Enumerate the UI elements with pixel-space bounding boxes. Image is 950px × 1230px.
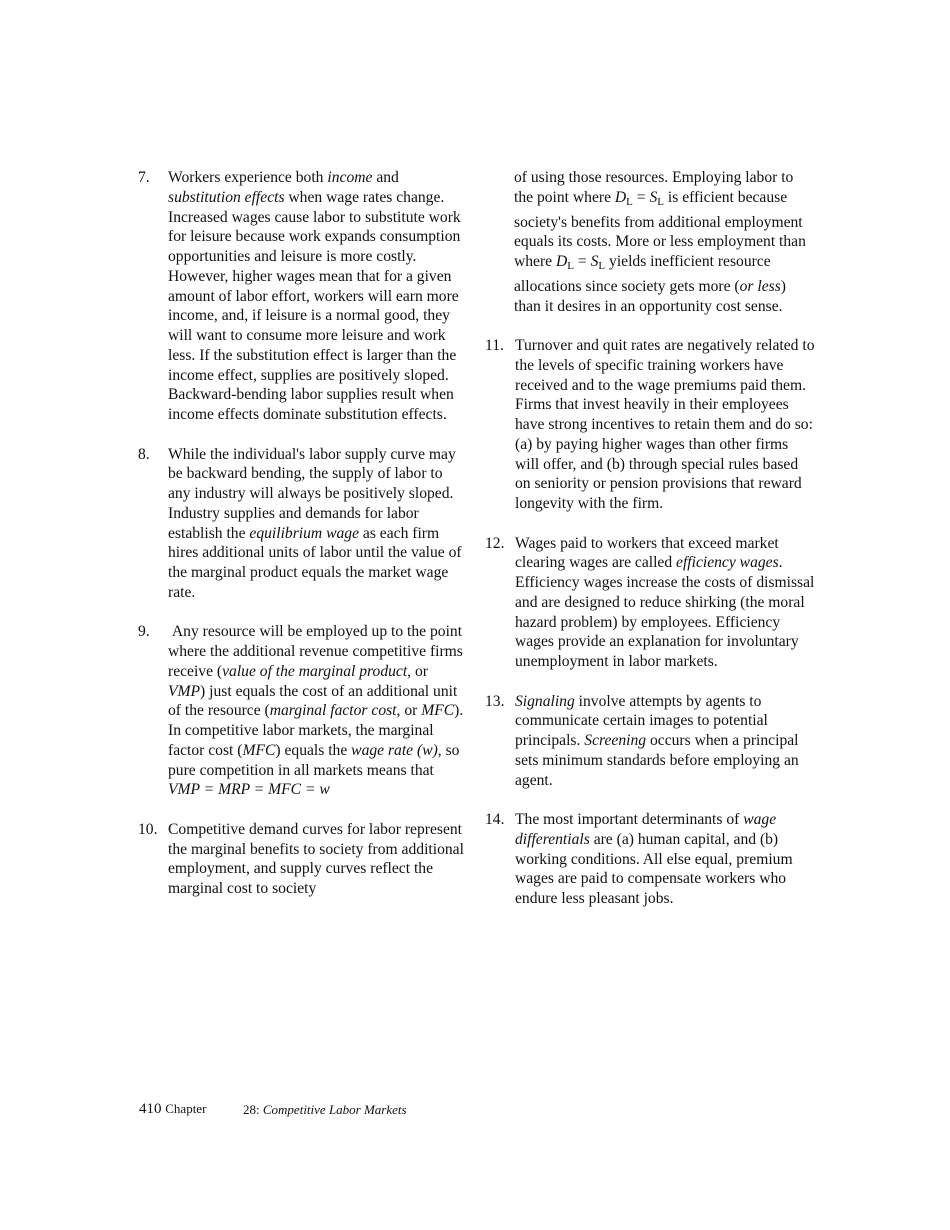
item-text: Workers experience both income and substitution effects when wage rates change. Increased wages cause labor to substitute work for leisure because work expands consumption opportunities and leisure is more costly. However, higher wages mean that for a given amount of labor effort, workers will earn more income, and, if leisure is a normal good, they will want to consume more leisure and work less. If the substitution effect is larger than the income effect, supplies are positively sloped. Backward-bending labor supplies result when income effects dominate substitution effects. [168,169,461,423]
list-item-8 [138,445,468,603]
page-number: 410 [139,1101,162,1117]
page-footer [139,1101,407,1118]
item-number: 11. [485,337,504,354]
item-text: of using those resources. Employing labor to the point where $D_L = S_L$ is efficient because society's benefits from additional employment equals its costs. More or less employment than where $D_L = S_L$ yields inefficient resource allocations since society gets more (or less) than it desires in an opportunity cost sense. [514,169,806,315]
item-number: 9. [138,623,150,641]
list-item-10 [138,820,468,899]
item-number: 7. [138,169,150,186]
list-item-9 [138,622,468,800]
list-item-11 [485,336,815,514]
item-text: Turnover and quit rates are negatively related to the levels of specific training workers have received and to the wage premiums paid them. Firms that invest heavily in their employees have strong incentives to retain them and do so: (a) by paying higher wages than other firms will offer, and (b) through special rules based on seniority or pension provisions that reward longevity with the firm. [515,337,815,512]
item-text: Competitive demand curves for labor represent the marginal benefits to society from additional employment, and supply curves reflect the marginal cost to society [168,820,464,897]
list-item-14 [485,810,815,909]
chapter-label: Chapter [165,1101,207,1116]
list-item-13 [485,692,815,791]
item-number: 14. [485,811,505,828]
item-text: While the individual's labor supply curve may be backward bending, the supply of labor to any industry will always be positively sloped. Industry supplies and demands for labor establish the equilibrium wage as each firm hires additional units of labor until the value of the marginal product equals the market wage rate. [168,445,462,601]
item-text: Signaling involve attempts by agents to communicate certain images to potential principals. Screening occurs when a principal sets minimum standards before employing an agent. [515,692,799,789]
item-text: The most important determinants of wage differentials are (a) human capital, and (b) working conditions. All else equal, premium wages are paid to compensate workers who endure less pleasant jobs. [515,811,793,907]
list-item-10-continued [485,168,815,316]
item-number: 12. [485,534,505,552]
item-text: Any resource will be employed up to the point where the additional revenue competitive firms receive (value of the marginal product, or VMP) just equals the cost of an additional unit of the resource (marginal factor cost, or MFC). In competitive labor markets, the marginal factor cost (MFC) equals the wage rate (w), so pure competition in all markets means that VMP = MRP = MFC = w [168,623,468,799]
item-number: 8. [138,445,150,463]
left-column [138,168,468,919]
chapter-title: 28: Competitive Labor Markets [243,1102,407,1117]
item-number: 10. [138,820,158,838]
item-text: Wages paid to workers that exceed market clearing wages are called efficiency wages. Efficiency wages increase the costs of dismissal and are designed to reduce shirking (the moral hazard problem) by employees. Efficiency wages provide an explanation for involuntary unemployment in labor markets. [515,534,815,670]
right-column [485,168,815,929]
item-number: 13. [485,692,505,710]
list-item-7 [138,168,468,425]
list-item-12 [485,534,815,672]
